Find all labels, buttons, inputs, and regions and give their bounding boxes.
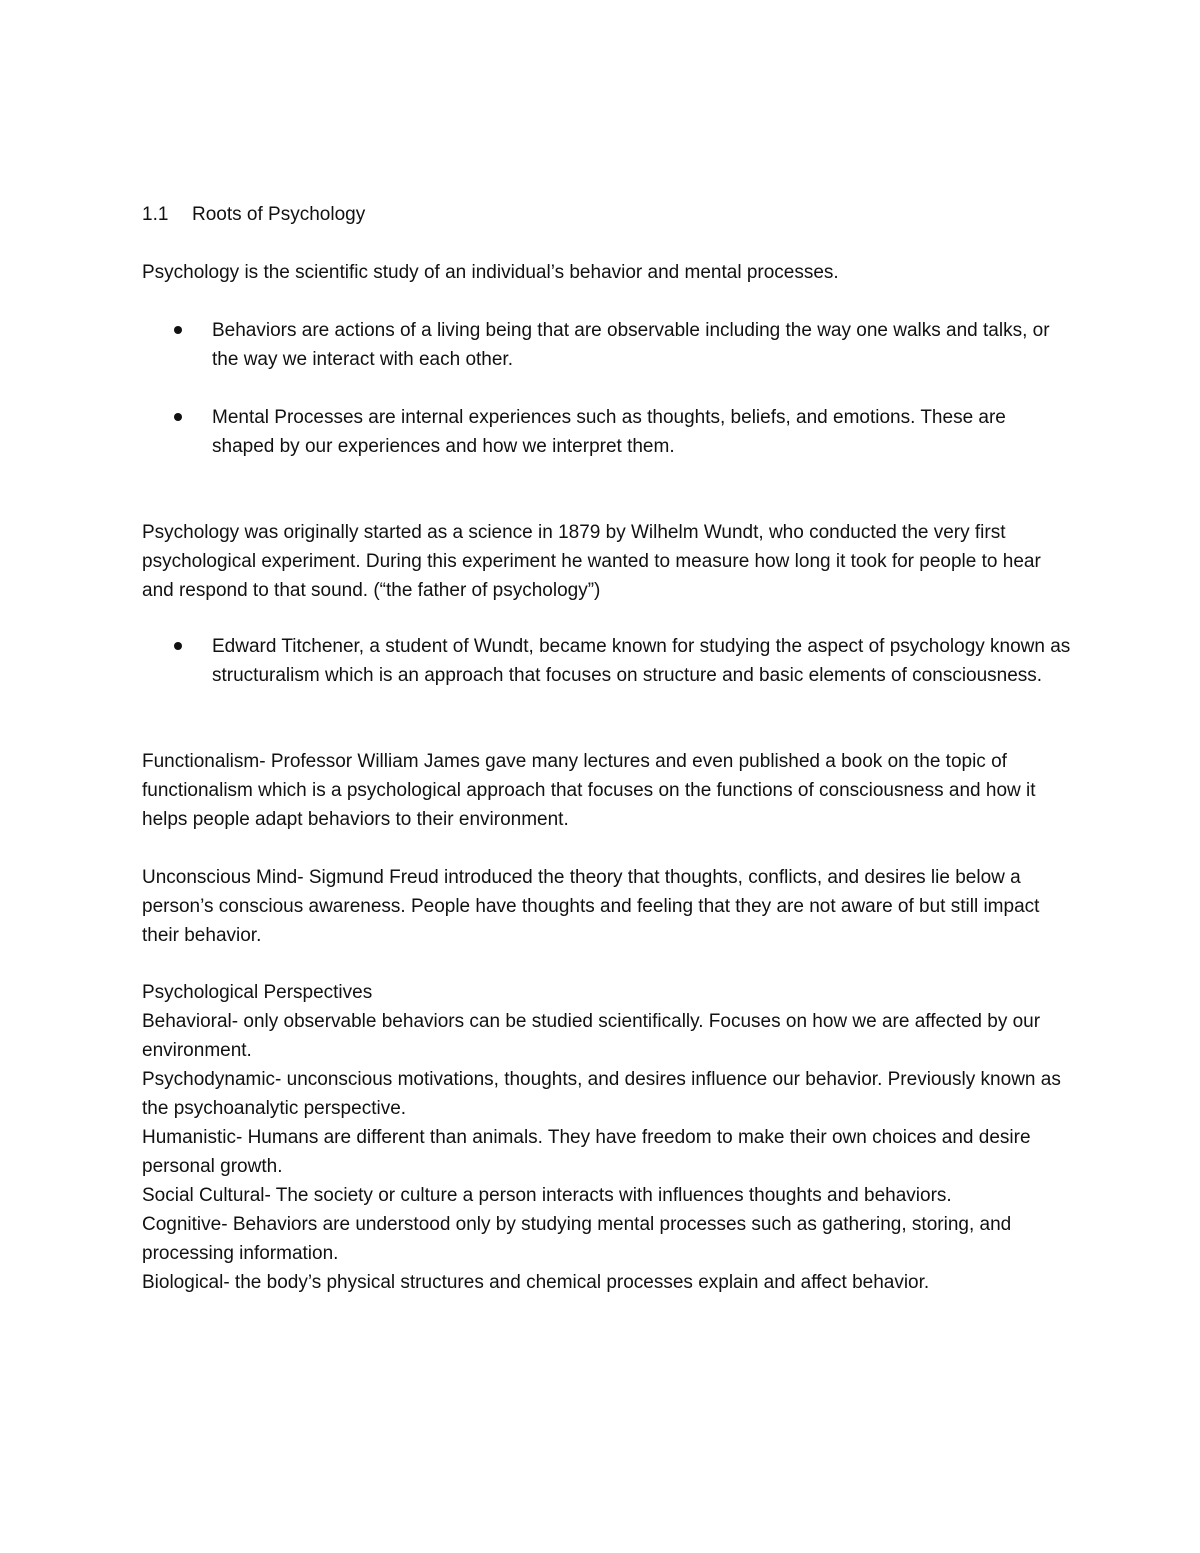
bullet-icon — [174, 326, 182, 334]
list-item — [142, 632, 1072, 690]
section-number: 1.1 — [142, 204, 169, 225]
perspectives-section — [142, 978, 1072, 1297]
perspective-social-cultural: Social Cultural- The society or culture a person interacts with influences thoughts and behaviors. — [142, 1185, 952, 1206]
perspective-humanistic: Humanistic- Humans are different than animals. They have freedom to make their own choices and desire personal growth. — [142, 1127, 1031, 1177]
bullet-icon — [174, 642, 182, 650]
list-item — [142, 403, 1072, 461]
perspective-psychodynamic: Psychodynamic- unconscious motivations, thoughts, and desires influence our behavior. Previously known as the psychoanalytic perspective. — [142, 1069, 1061, 1119]
definitions-list — [142, 316, 1072, 461]
perspective-biological: Biological- the body’s physical structures and chemical processes explain and affect behavior. — [142, 1272, 930, 1293]
bullet-icon — [174, 413, 182, 421]
wundt-paragraph: Psychology was originally started as a science in 1879 by Wilhelm Wundt, who conducted the very first psychological experiment. During this experiment he wanted to measure how long it took for people to hear and respond to that sound. (“the father of psychology”) — [142, 522, 1041, 601]
section-title: Roots of Psychology — [192, 204, 366, 225]
definition-mental-processes: Mental Processes are internal experiences such as thoughts, beliefs, and emotions. These are shaped by our experiences and how we interpret them. — [212, 407, 1006, 457]
perspectives-heading: Psychological Perspectives — [142, 982, 373, 1003]
unconscious-mind-paragraph: Unconscious Mind- Sigmund Freud introduced the theory that thoughts, conflicts, and desires lie below a person’s conscious awareness. People have thoughts and feeling that they are not aware of but still impact their behavior. — [142, 867, 1040, 946]
functionalism-paragraph: Functionalism- Professor William James gave many lectures and even published a book on the topic of functionalism which is a psychological approach that focuses on the functions of consciousness and how it helps people adapt behaviors to their environment. — [142, 751, 1036, 830]
perspective-cognitive: Cognitive- Behaviors are understood only by studying mental processes such as gathering, storing, and processing information. — [142, 1214, 1012, 1264]
section-heading — [142, 200, 1072, 229]
titchener-text: Edward Titchener, a student of Wundt, became known for studying the aspect of psychology known as structuralism which is an approach that focuses on structure and basic elements of consciousness. — [212, 636, 1071, 686]
intro-paragraph: Psychology is the scientific study of an individual’s behavior and mental processes. — [142, 262, 839, 283]
perspective-behavioral: Behavioral- only observable behaviors can be studied scientifically. Focuses on how we are affected by our environment. — [142, 1011, 1041, 1061]
titchener-list — [142, 632, 1072, 690]
definition-behaviors: Behaviors are actions of a living being that are observable including the way one walks and talks, or the way we interact with each other. — [212, 320, 1050, 370]
list-item — [142, 316, 1072, 374]
